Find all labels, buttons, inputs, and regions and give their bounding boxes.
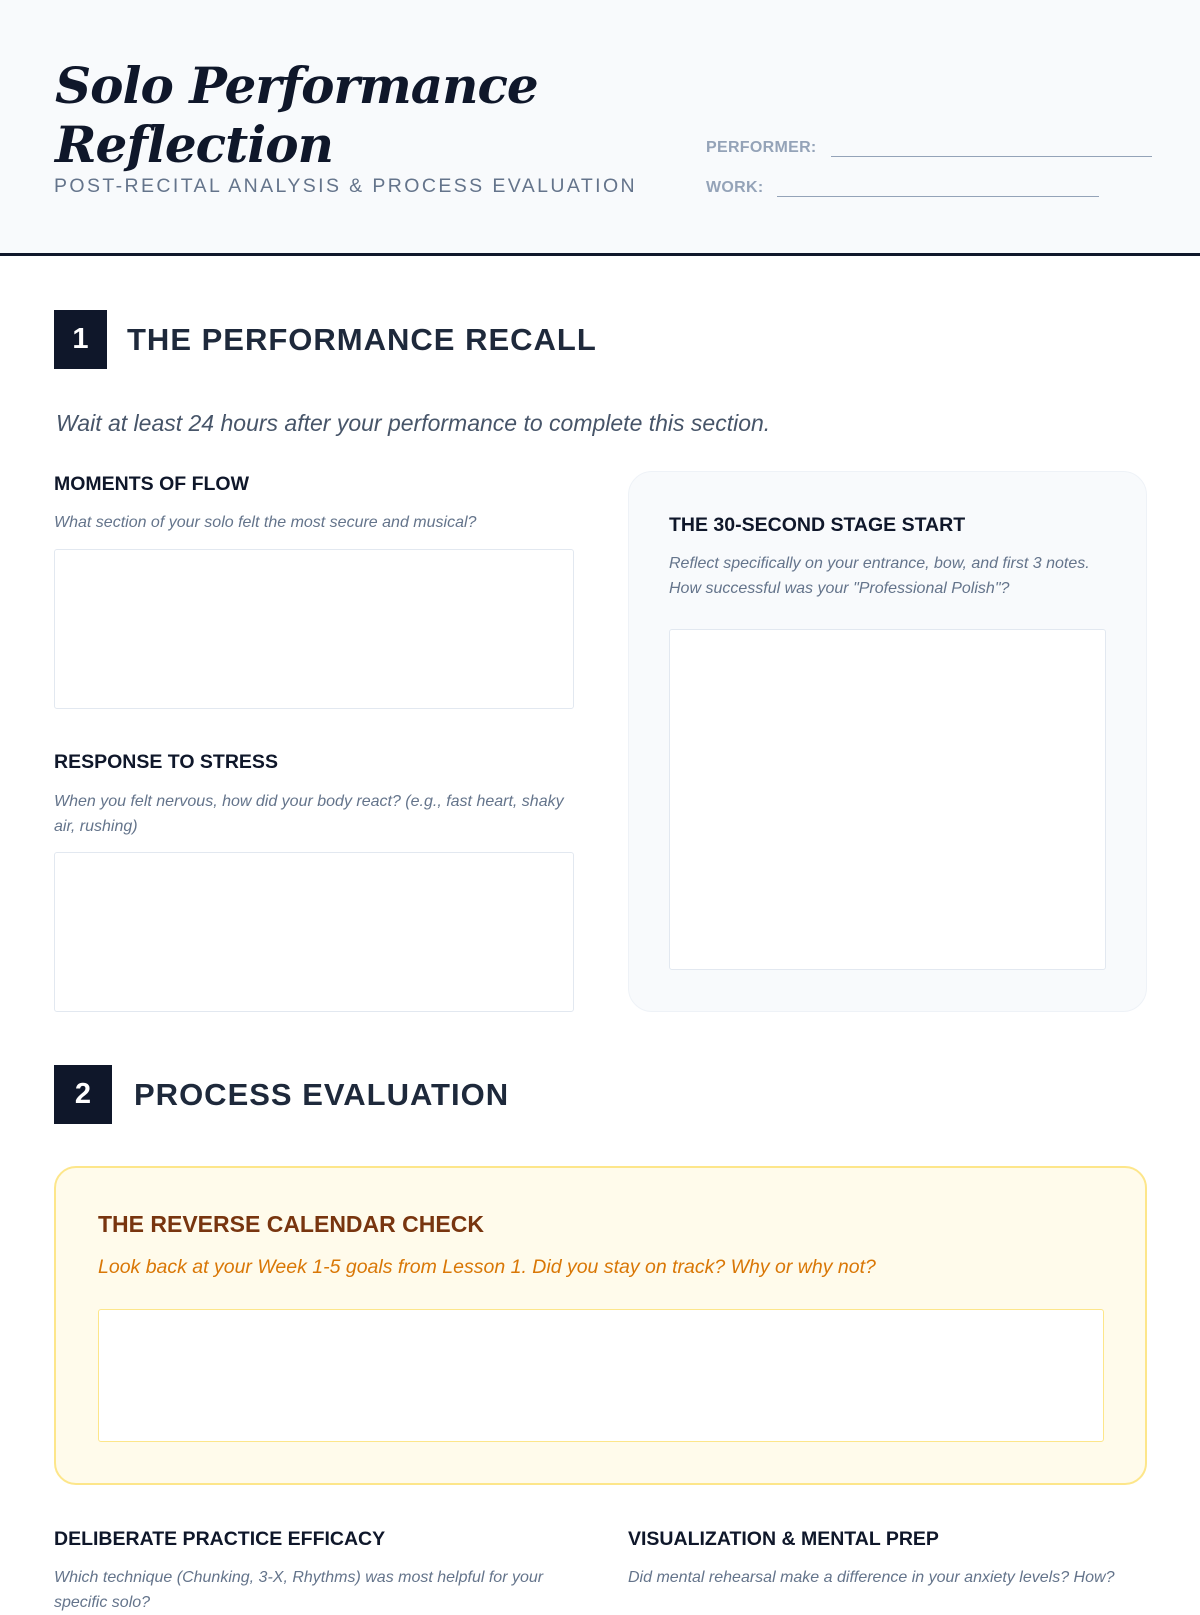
flow-prompt: What section of your solo felt the most secure and musical?	[54, 514, 477, 531]
flow-answer-box[interactable]	[54, 549, 574, 709]
section-2-title: PROCESS EVALUATION	[134, 1076, 510, 1112]
section-1-instruction: Wait at least 24 hours after your performance to complete this section.	[56, 410, 771, 436]
work-label: WORK:	[706, 179, 764, 196]
visualization-prompt: Did mental rehearsal make a difference in your anxiety levels? How?	[628, 1569, 1115, 1586]
page-subtitle: POST-RECITAL ANALYSIS & PROCESS EVALUATION	[54, 175, 638, 197]
worksheet-header	[0, 0, 1200, 256]
work-field[interactable]	[706, 177, 1099, 197]
performer-input-line[interactable]	[831, 137, 1152, 157]
stage-start-answer-box[interactable]	[669, 629, 1106, 970]
stage-start-label: THE 30-SECOND STAGE START	[669, 514, 966, 536]
stress-prompt: When you felt nervous, how did your body react? (e.g., fast heart, shaky air, rushing)	[54, 793, 564, 835]
performer-field[interactable]	[706, 137, 1152, 157]
section-1-heading	[54, 310, 597, 369]
deliberate-practice-prompt: Which technique (Chunking, 3-X, Rhythms) was most helpful for your specific solo?	[54, 1569, 544, 1611]
visualization-label: VISUALIZATION & MENTAL PREP	[628, 1528, 939, 1550]
reverse-calendar-prompt: Look back at your Week 1-5 goals from Lesson 1. Did you stay on track? Why or why not?	[98, 1256, 876, 1278]
stress-label: RESPONSE TO STRESS	[54, 751, 278, 773]
reverse-calendar-label: THE REVERSE CALENDAR CHECK	[98, 1211, 484, 1237]
flow-label: MOMENTS OF FLOW	[54, 473, 249, 495]
performer-label: PERFORMER:	[706, 139, 817, 156]
deliberate-practice-label: DELIBERATE PRACTICE EFFICACY	[54, 1528, 386, 1550]
section-1-number: 1	[54, 310, 107, 369]
section-2-number: 2	[54, 1065, 112, 1124]
section-2-heading	[54, 1065, 509, 1124]
stage-start-prompt: Reflect specifically on your entrance, bow, and first 3 notes. How successful was your "Professional Polish"?	[669, 555, 1090, 597]
page-title: Solo Performance Reflection	[55, 56, 538, 174]
reverse-calendar-answer-box[interactable]	[98, 1309, 1104, 1442]
stress-answer-box[interactable]	[54, 852, 574, 1012]
section-1-title: THE PERFORMANCE RECALL	[127, 321, 597, 357]
work-input-line[interactable]	[777, 177, 1099, 197]
